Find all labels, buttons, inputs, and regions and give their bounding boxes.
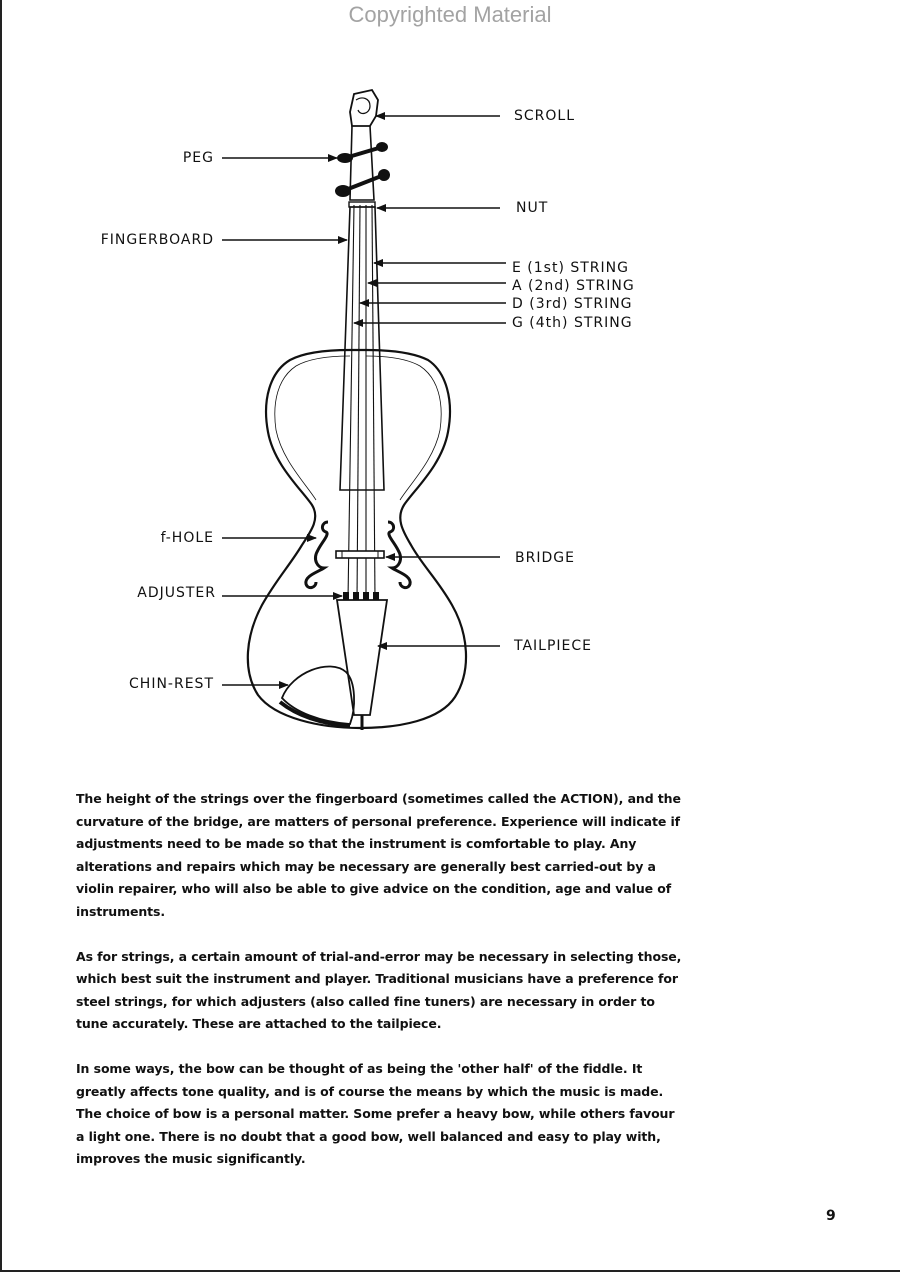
label-a-string: A (2nd) STRING [512,278,635,294]
string-e [372,205,375,600]
violin-purfling-right [366,356,441,500]
label-fingerboard: FINGERBOARD [100,232,214,248]
watermark: Copyrighted Material [348,2,552,27]
paragraph-bow: In some ways, the bow can be thought of as being the 'other half' of the fiddle. It greatly affects tone quality, and is of course the means by which the music is made. The choice of bow is a personal matter. Some prefer a heavy bow, while others favour a light one. There is no doubt that a good bow, well balanced and easy to play with, improves the music significantly. [76,1060,675,1167]
bridge [336,551,384,558]
fingerboard [340,207,384,490]
label-scroll: SCROLL [514,108,576,124]
violin-purfling [275,356,350,500]
label-adjuster: ADJUSTER [137,585,216,601]
violin-drawing [0,60,900,760]
label-peg: PEG [182,150,214,166]
scroll-head [350,90,378,126]
label-g-string: G (4th) STRING [512,315,633,331]
page-number: 9 [826,1208,836,1224]
f-hole-right [388,522,410,588]
string-d [357,205,360,600]
label-nut: NUT [516,200,549,216]
tailpiece [337,600,387,715]
label-chin-rest: CHIN-REST [129,676,214,692]
label-bridge: BRIDGE [515,550,575,566]
label-e-string: E (1st) STRING [512,260,629,276]
violin-diagram [0,60,900,760]
label-tailpiece: TAILPIECE [514,638,593,654]
paragraph-action: The height of the strings over the fingerboard (sometimes called the ACTION), and the curvature of the bridge, are matters of personal preference. Experience will indicate if adjustments need to be made so that the instrument is comfortable to play. Any alterations and repairs which may be necessary are generally best carried-out by a violin repairer, who will also be able to give advice on the condition, age and value of instruments. [76,791,681,919]
paragraph-strings: As for strings, a certain amount of trial-and-error may be necessary in selecting those, which best suit the instrument and player. Traditional musicians have a preference for steel strings, for which adjusters (also called fine tuners) are necessary in order to tune accurately. These are attached to the tailpiece. [76,948,682,1032]
chin-rest [282,666,354,724]
label-f-hole: f-HOLE [160,530,214,546]
peg-shaft-2 [343,175,384,191]
string-g [348,205,354,600]
body-text [76,788,686,1193]
label-d-string: D (3rd) STRING [512,296,633,312]
scroll-curl [356,98,370,113]
